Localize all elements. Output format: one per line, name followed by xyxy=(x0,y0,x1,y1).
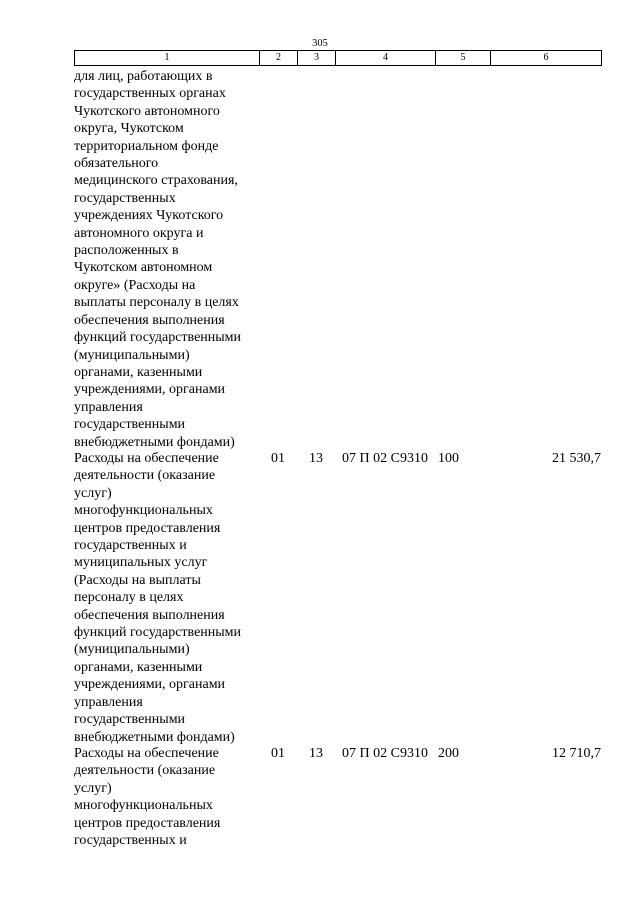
row-target-article: 07 П 02 С9310 xyxy=(342,451,428,466)
header-col-3: 3 xyxy=(298,51,336,66)
row-amount: 12 710,7 xyxy=(552,746,601,761)
row-subsection-code: 13 xyxy=(309,451,323,466)
header-col-5: 5 xyxy=(436,51,491,66)
column-header-row xyxy=(74,50,602,66)
row-expense-type: 100 xyxy=(438,451,459,466)
page-number: 305 xyxy=(312,38,328,49)
row-description: для лиц, работающих в государственных органах Чукотского автономного округа, Чукотском территориальном фонде обязательного медицинского страхования, государственных учреждениях Чукотского автономного округа и расположенных в Чукотском автономном округе» (Расходы на выплаты персоналу в целях обеспечения выполнения функций государственными (муниципальными) органами, казенными учреждениями, органами управления государственными внебюджетными фондами) xyxy=(74,69,242,450)
row-section-code: 01 xyxy=(271,451,285,466)
header-col-1: 1 xyxy=(75,51,260,66)
row-amount: 21 530,7 xyxy=(552,451,601,466)
header-col-2: 2 xyxy=(260,51,298,66)
row-description: Расходы на обеспечение деятельности (оказание услуг) многофункциональных центров предоставления государственных и xyxy=(74,746,221,849)
row-target-article: 07 П 02 С9310 xyxy=(342,746,428,761)
row-description: Расходы на обеспечение деятельности (оказание услуг) многофункциональных центров предоставления государственных и муниципальных услуг (Расходы на выплаты персоналу в целях обеспечения выполнения функций государственными (муниципальными) органами, казенными учреждениями, органами управления государственными внебюджетными фондами) xyxy=(74,451,242,745)
row-subsection-code: 13 xyxy=(309,746,323,761)
row-expense-type: 200 xyxy=(438,746,459,761)
header-col-4: 4 xyxy=(336,51,436,66)
row-section-code: 01 xyxy=(271,746,285,761)
header-col-6: 6 xyxy=(491,51,602,66)
